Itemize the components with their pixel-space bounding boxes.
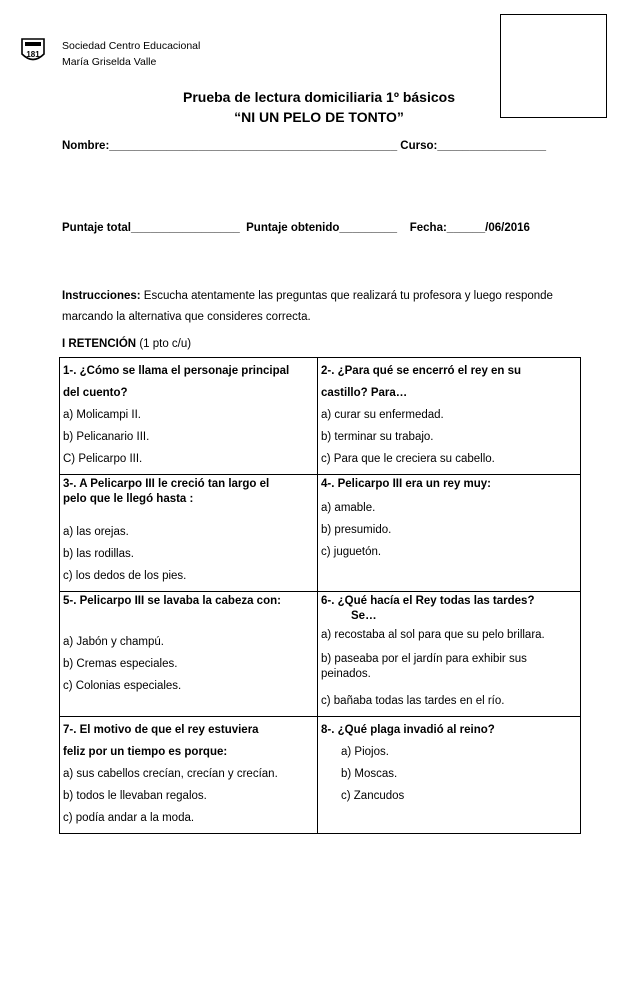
question-6-text-cont: Se…	[351, 610, 377, 622]
question-3-text: 3-. A Pelicarpo III le creció tan largo el	[63, 478, 270, 490]
table-row	[60, 358, 581, 475]
section-heading	[62, 338, 191, 350]
question-1-text: 1-. ¿Cómo se llama el personaje principal	[63, 365, 290, 377]
option-2c[interactable]: c) Para que le creciera su cabello.	[321, 453, 495, 465]
school-name-line2: María Griselda Valle	[62, 56, 157, 68]
option-1c[interactable]: C) Pelicarpo III.	[63, 453, 143, 465]
option-6a[interactable]: a) recostaba al sol para que su pelo brillara.	[321, 629, 545, 641]
svg-text:181: 181	[26, 50, 40, 59]
question-1-text-cont: del cuento?	[63, 387, 128, 399]
option-6b[interactable]: b) paseaba por el jardín para exhibir sus peinados.	[321, 653, 527, 680]
option-6c[interactable]: c) bañaba todas las tardes en el río.	[321, 695, 505, 707]
table-row	[60, 592, 581, 717]
option-4a[interactable]: a) amable.	[321, 502, 376, 514]
option-5a[interactable]: a) Jabón y champú.	[63, 636, 165, 648]
question-6-text: 6-. ¿Qué hacía el Rey todas las tardes?	[321, 595, 535, 607]
section-title: I RETENCIÓN	[62, 338, 137, 350]
option-4b[interactable]: b) presumido.	[321, 524, 392, 536]
instructions	[62, 286, 582, 328]
section-points: (1 pto c/u)	[136, 338, 192, 350]
option-3a[interactable]: a) las orejas.	[63, 526, 129, 538]
option-4c[interactable]: c) juguetón.	[321, 546, 382, 558]
question-6	[318, 592, 581, 717]
option-7a[interactable]: a) sus cabellos crecían, crecían y crecían.	[63, 768, 278, 780]
question-5	[60, 592, 318, 717]
question-4-text: 4-. Pelicarpo III era un rey muy:	[321, 478, 492, 490]
option-3c[interactable]: c) los dedos de los pies.	[63, 570, 187, 582]
option-7b[interactable]: b) todos le llevaban regalos.	[63, 790, 207, 802]
option-5c[interactable]: c) Colonias especiales.	[63, 680, 182, 692]
question-7-text: 7-. El motivo de que el rey estuviera	[63, 724, 259, 736]
page-title: Prueba de lectura domiciliaria 1º básicos	[182, 89, 455, 105]
question-8	[318, 717, 581, 834]
option-2a[interactable]: a) curar su enfermedad.	[321, 409, 444, 421]
table-row	[60, 717, 581, 834]
question-3-text-cont: pelo que le llegó hasta :	[63, 493, 194, 505]
instructions-text: Escucha atentamente las preguntas que realizará tu profesora y luego responde marcando la alternativa que consideres correcta.	[62, 290, 553, 323]
option-7c[interactable]: c) podía andar a la moda.	[63, 812, 195, 824]
school-logo	[20, 36, 46, 66]
option-2b[interactable]: b) terminar su trabajo.	[321, 431, 434, 443]
nombre-curso-line[interactable]: Nombre:_____________________________________________ Curso:_________________	[62, 140, 547, 152]
school-name-line1: Sociedad Centro Educacional	[62, 40, 201, 52]
option-1a[interactable]: a) Molicampi II.	[63, 409, 141, 421]
question-1	[60, 358, 318, 475]
question-2-text: 2-. ¿Para qué se encerró el rey en su	[321, 365, 522, 377]
question-3	[60, 475, 318, 592]
option-3b[interactable]: b) las rodillas.	[63, 548, 134, 560]
option-1b[interactable]: b) Pelicanario III.	[63, 431, 150, 443]
question-4	[318, 475, 581, 592]
question-8-text: 8-. ¿Qué plaga invadió al reino?	[321, 724, 495, 736]
table-row	[60, 475, 581, 592]
question-2-text-cont: castillo? Para…	[321, 387, 408, 399]
page-subtitle: “NI UN PELO DE TONTO”	[234, 109, 404, 125]
question-7	[60, 717, 318, 834]
instructions-label: Instrucciones:	[62, 290, 141, 302]
option-8b[interactable]: b) Moscas.	[341, 768, 398, 780]
questions-table	[59, 357, 581, 834]
option-5b[interactable]: b) Cremas especiales.	[63, 658, 178, 670]
school-name	[62, 38, 200, 70]
option-8a[interactable]: a) Piojos.	[341, 746, 389, 758]
question-5-text: 5-. Pelicarpo III se lavaba la cabeza con:	[63, 595, 281, 607]
puntaje-fecha-line[interactable]: Puntaje total_________________ Puntaje obtenido_________ Fecha:______/06/2016	[62, 222, 530, 234]
option-8c[interactable]: c) Zancudos	[341, 790, 405, 802]
question-2	[318, 358, 581, 475]
question-7-text-cont: feliz por un tiempo es porque:	[63, 746, 228, 758]
